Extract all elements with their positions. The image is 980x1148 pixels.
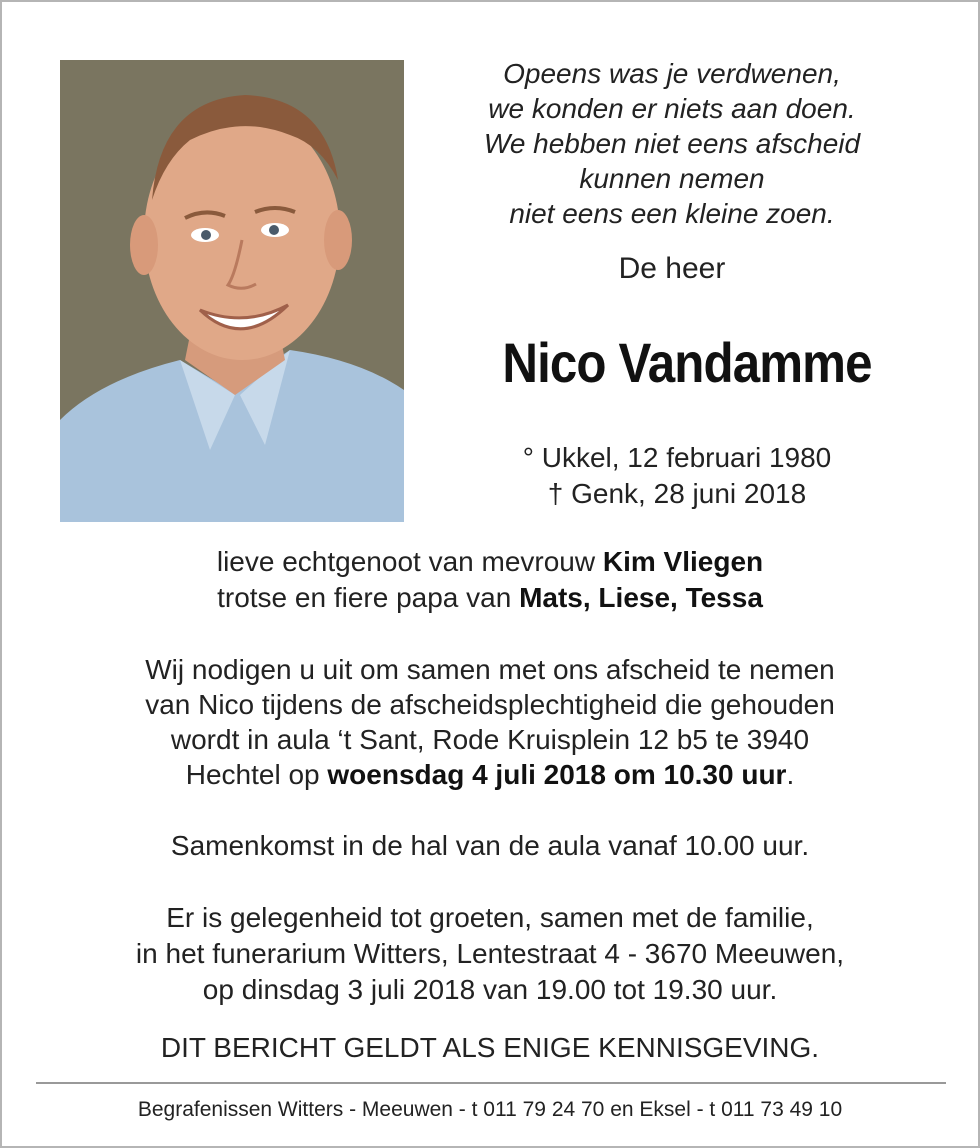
visitation-line: Er is gelegenheid tot groeten, samen met de familie, xyxy=(166,902,814,933)
visitation-line: op dinsdag 3 juli 2018 van 19.00 tot 19.30 uur. xyxy=(202,974,778,1005)
poem-line: niet eens een kleine zoen. xyxy=(509,198,835,229)
poem-line: we konden er niets aan doen. xyxy=(488,93,856,124)
invitation-line: wordt in aula ‘t Sant, Rode Kruisplein 12 b5 te 3940 xyxy=(170,724,810,755)
children-line xyxy=(2,580,978,616)
funeral-home-footer: Begrafenissen Witters - Meeuwen - t 011 79 24 70 en Eksel - t 011 73 49 10 xyxy=(137,1098,843,1121)
visitation-line: in het funerarium Witters, Lentestraat 4 - 3670 Meeuwen, xyxy=(135,938,845,969)
invitation-line: Wij nodigen u uit om samen met ons afscheid te nemen xyxy=(145,654,835,685)
portrait-photo xyxy=(60,60,404,522)
deceased-name: Nico Vandamme xyxy=(502,331,872,394)
poem-line: kunnen nemen xyxy=(579,163,765,194)
children-prefix: trotse en fiere papa van xyxy=(217,582,520,613)
visitation-info xyxy=(2,900,978,1008)
ceremony-datetime: woensdag 4 juli 2018 om 10.30 uur xyxy=(327,759,787,790)
invitation-prefix: Hechtel op xyxy=(185,759,328,790)
gathering-info: Samenkomst in de hal van de aula vanaf 10.00 uur. xyxy=(170,830,810,861)
spouse-name: Kim Vliegen xyxy=(602,546,764,577)
official-notice: DIT BERICHT GELDT ALS ENIGE KENNISGEVING. xyxy=(160,1032,820,1063)
invitation-suffix: . xyxy=(786,759,795,790)
children-names: Mats, Liese, Tessa xyxy=(519,582,763,613)
salutation: De heer xyxy=(618,252,726,285)
family-relations xyxy=(2,544,978,616)
poem-line: We hebben niet eens afscheid xyxy=(483,128,861,159)
invitation-line: van Nico tijdens de afscheidsplechtigheid die gehouden xyxy=(145,689,835,720)
birth-date: ° Ukkel, 12 februari 1980 xyxy=(522,442,832,473)
spouse-line xyxy=(2,544,978,580)
poem-line: Opeens was je verdwenen, xyxy=(503,58,841,89)
footer-divider xyxy=(36,1082,946,1084)
invitation-line xyxy=(2,757,978,792)
death-date: † Genk, 28 juni 2018 xyxy=(547,478,807,509)
portrait-illustration xyxy=(60,60,404,522)
ceremony-invitation xyxy=(2,652,978,792)
memorial-poem xyxy=(442,56,902,231)
spouse-prefix: lieve echtgenoot van mevrouw xyxy=(216,546,603,577)
life-dates xyxy=(442,440,912,512)
